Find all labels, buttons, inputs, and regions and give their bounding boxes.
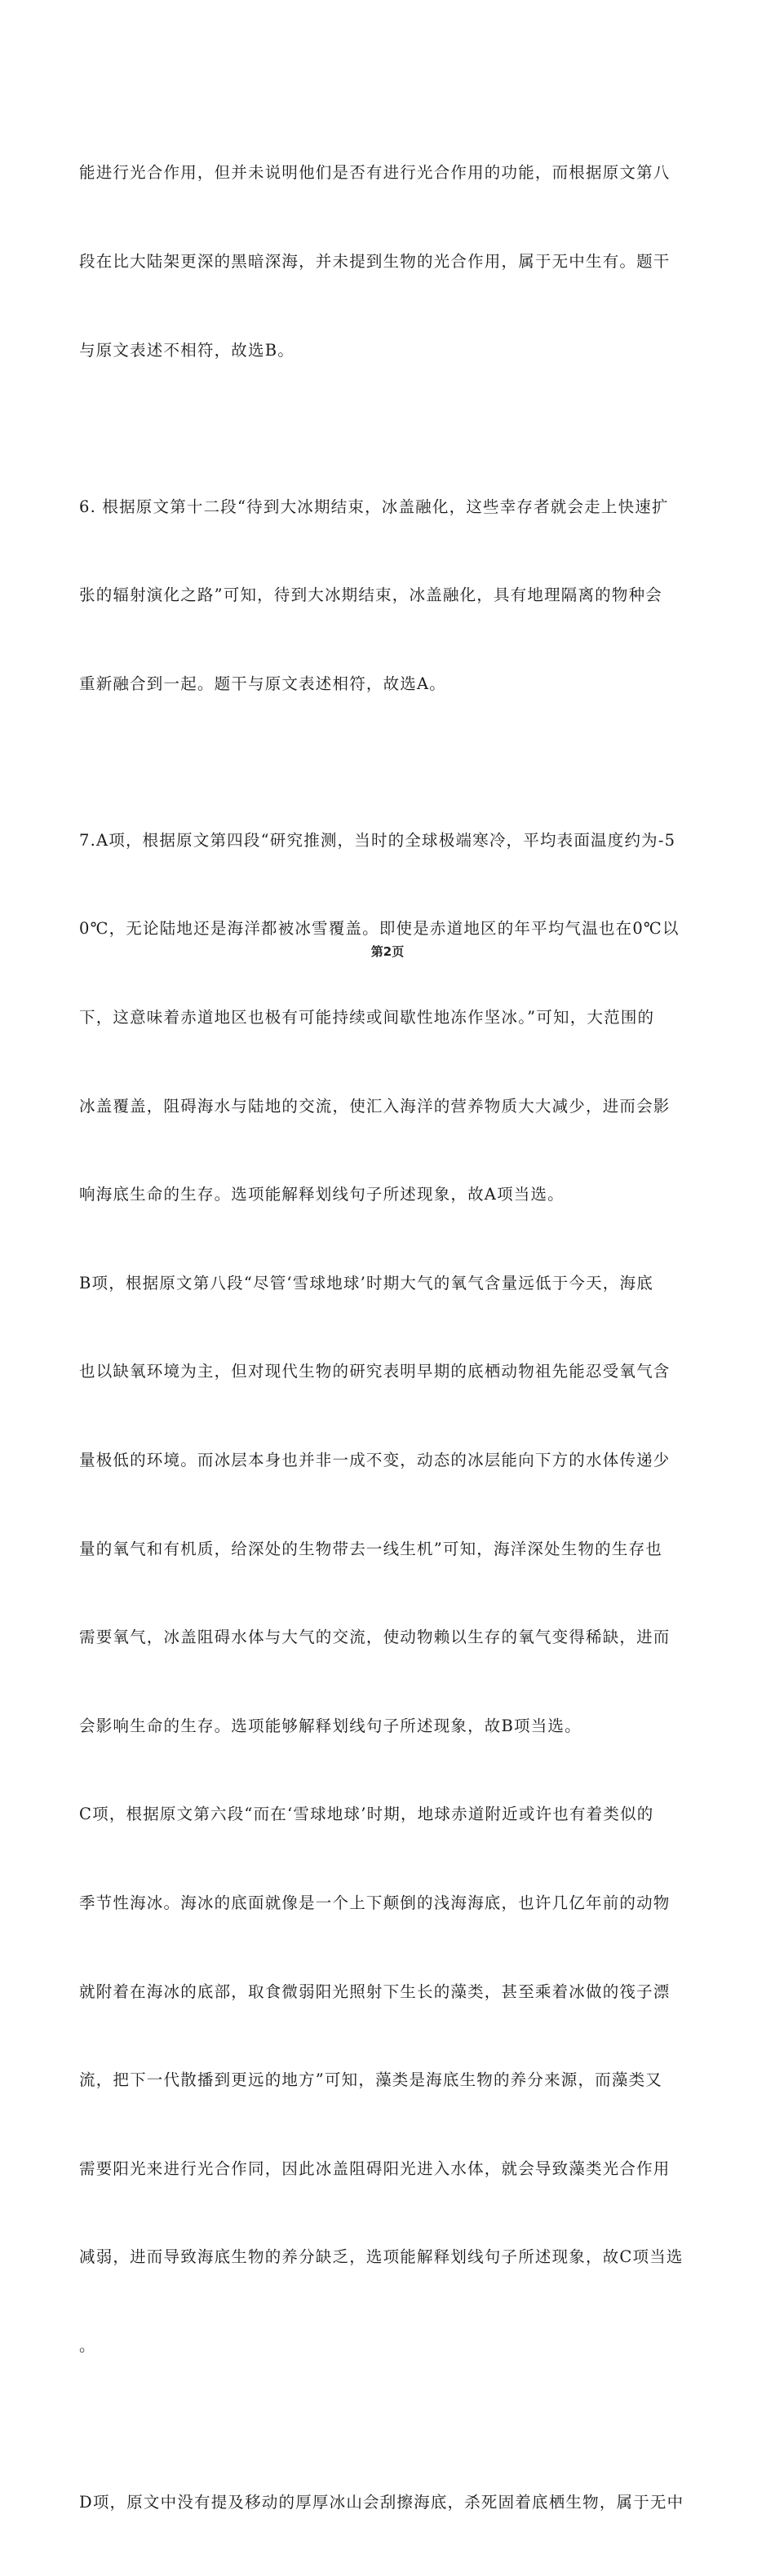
paragraph-answer-6 <box>79 433 711 758</box>
text-line: 。 <box>79 2335 96 2355</box>
text-line: 响海底生命的生存。选项能解释划线句子所述现象，故A项当选。 <box>79 1185 565 1204</box>
text-line: 与原文表述不相符，故选B。 <box>79 340 294 360</box>
paragraph-answer-7 <box>79 767 711 2419</box>
text-line: 需要氧气，冰盖阻碍水体与大气的交流，使动物赖以生存的氧气变得稀缺，进而 <box>79 1628 671 1647</box>
text-line: 就附着在海冰的底部，取食微弱阳光照射下生长的藻类，甚至乘着冰做的筏子漂 <box>79 1982 671 2001</box>
text-line: B项，根据原文第八段“尽管‘雪球地球’时期大气的氧气含量远低于今天，海底 <box>79 1273 653 1292</box>
text-line: 也以缺氧环境为主，但对现代生物的研究表明早期的底栖动物祖先能忍受氧气含 <box>79 1362 671 1381</box>
text-line: 6. 根据原文第十二段“待到大冰期结束，冰盖融化，这些幸存者就会走上快速扩 <box>79 497 669 516</box>
text-line: 下，这意味着赤道地区也极有可能持续或间歇性地冻作坚冰。”可知，大范围的 <box>79 1007 655 1027</box>
text-line: 7.A项，根据原文第四段“研究推测，当时的全球极端寒冷，平均表面温度约为-5 <box>79 830 676 850</box>
text-line: 重新融合到一起。题干与原文表述相符，故选A。 <box>79 674 446 693</box>
text-line: C项，根据原文第六段“而在‘雪球地球’时期，地球赤道附近或许也有着类似的 <box>79 1805 654 1824</box>
text-line: 会影响生命的生存。选项能够解释划线句子所述现象，故B项当选。 <box>79 1716 582 1735</box>
text-line: 冰盖覆盖，阻碍海水与陆地的交流，使汇入海洋的营养物质大大减少，进而会影 <box>79 1096 671 1116</box>
text-line: 张的辐射演化之路”可知，待到大冰期结束，冰盖融化，具有地理隔离的物种会 <box>79 585 662 605</box>
paragraph-answer-7-option-d <box>79 2428 711 2576</box>
text-line: 量极低的环境。而冰层本身也并非一成不变，动态的冰层能向下方的水体传递少 <box>79 1450 671 1469</box>
page-number: 第2页 <box>370 944 405 959</box>
paragraph-answer-5-continued <box>79 99 711 424</box>
text-line: 流，把下一代散播到更远的地方”可知，藻类是海底生物的养分来源，而藻类又 <box>79 2070 662 2090</box>
text-line: 量的氧气和有机质，给深处的生物带去一线生机”可知，海洋深处生物的生存也 <box>79 1539 662 1558</box>
text-line: 减弱，进而导致海底生物的养分缺乏，选项能解释划线句子所述现象，故C项当选 <box>79 2247 684 2267</box>
text-line: 段在比大陆架更深的黑暗深海，并未提到生物的光合作用，属于无中生有。题干 <box>79 252 671 271</box>
text-line: 0℃，无论陆地还是海洋都被冰雪覆盖。即使是赤道地区的年平均气温也在0℃以 <box>79 919 680 939</box>
text-line: D项，原文中没有提及移动的厚厚冰山会刮擦海底，杀死固着底栖生物，属于无中 <box>79 2492 684 2512</box>
text-line: 季节性海冰。海冰的底面就像是一个上下颠倒的浅海海底，也许几亿年前的动物 <box>79 1893 671 1912</box>
document-body <box>79 99 711 2576</box>
text-line: 需要阳光来进行光合作同，因此冰盖阻碍阳光进入水体，就会导致藻类光合作用 <box>79 2158 671 2178</box>
text-line: 能进行光合作用，但并未说明他们是否有进行光合作用的功能，而根据原文第八 <box>79 163 671 183</box>
